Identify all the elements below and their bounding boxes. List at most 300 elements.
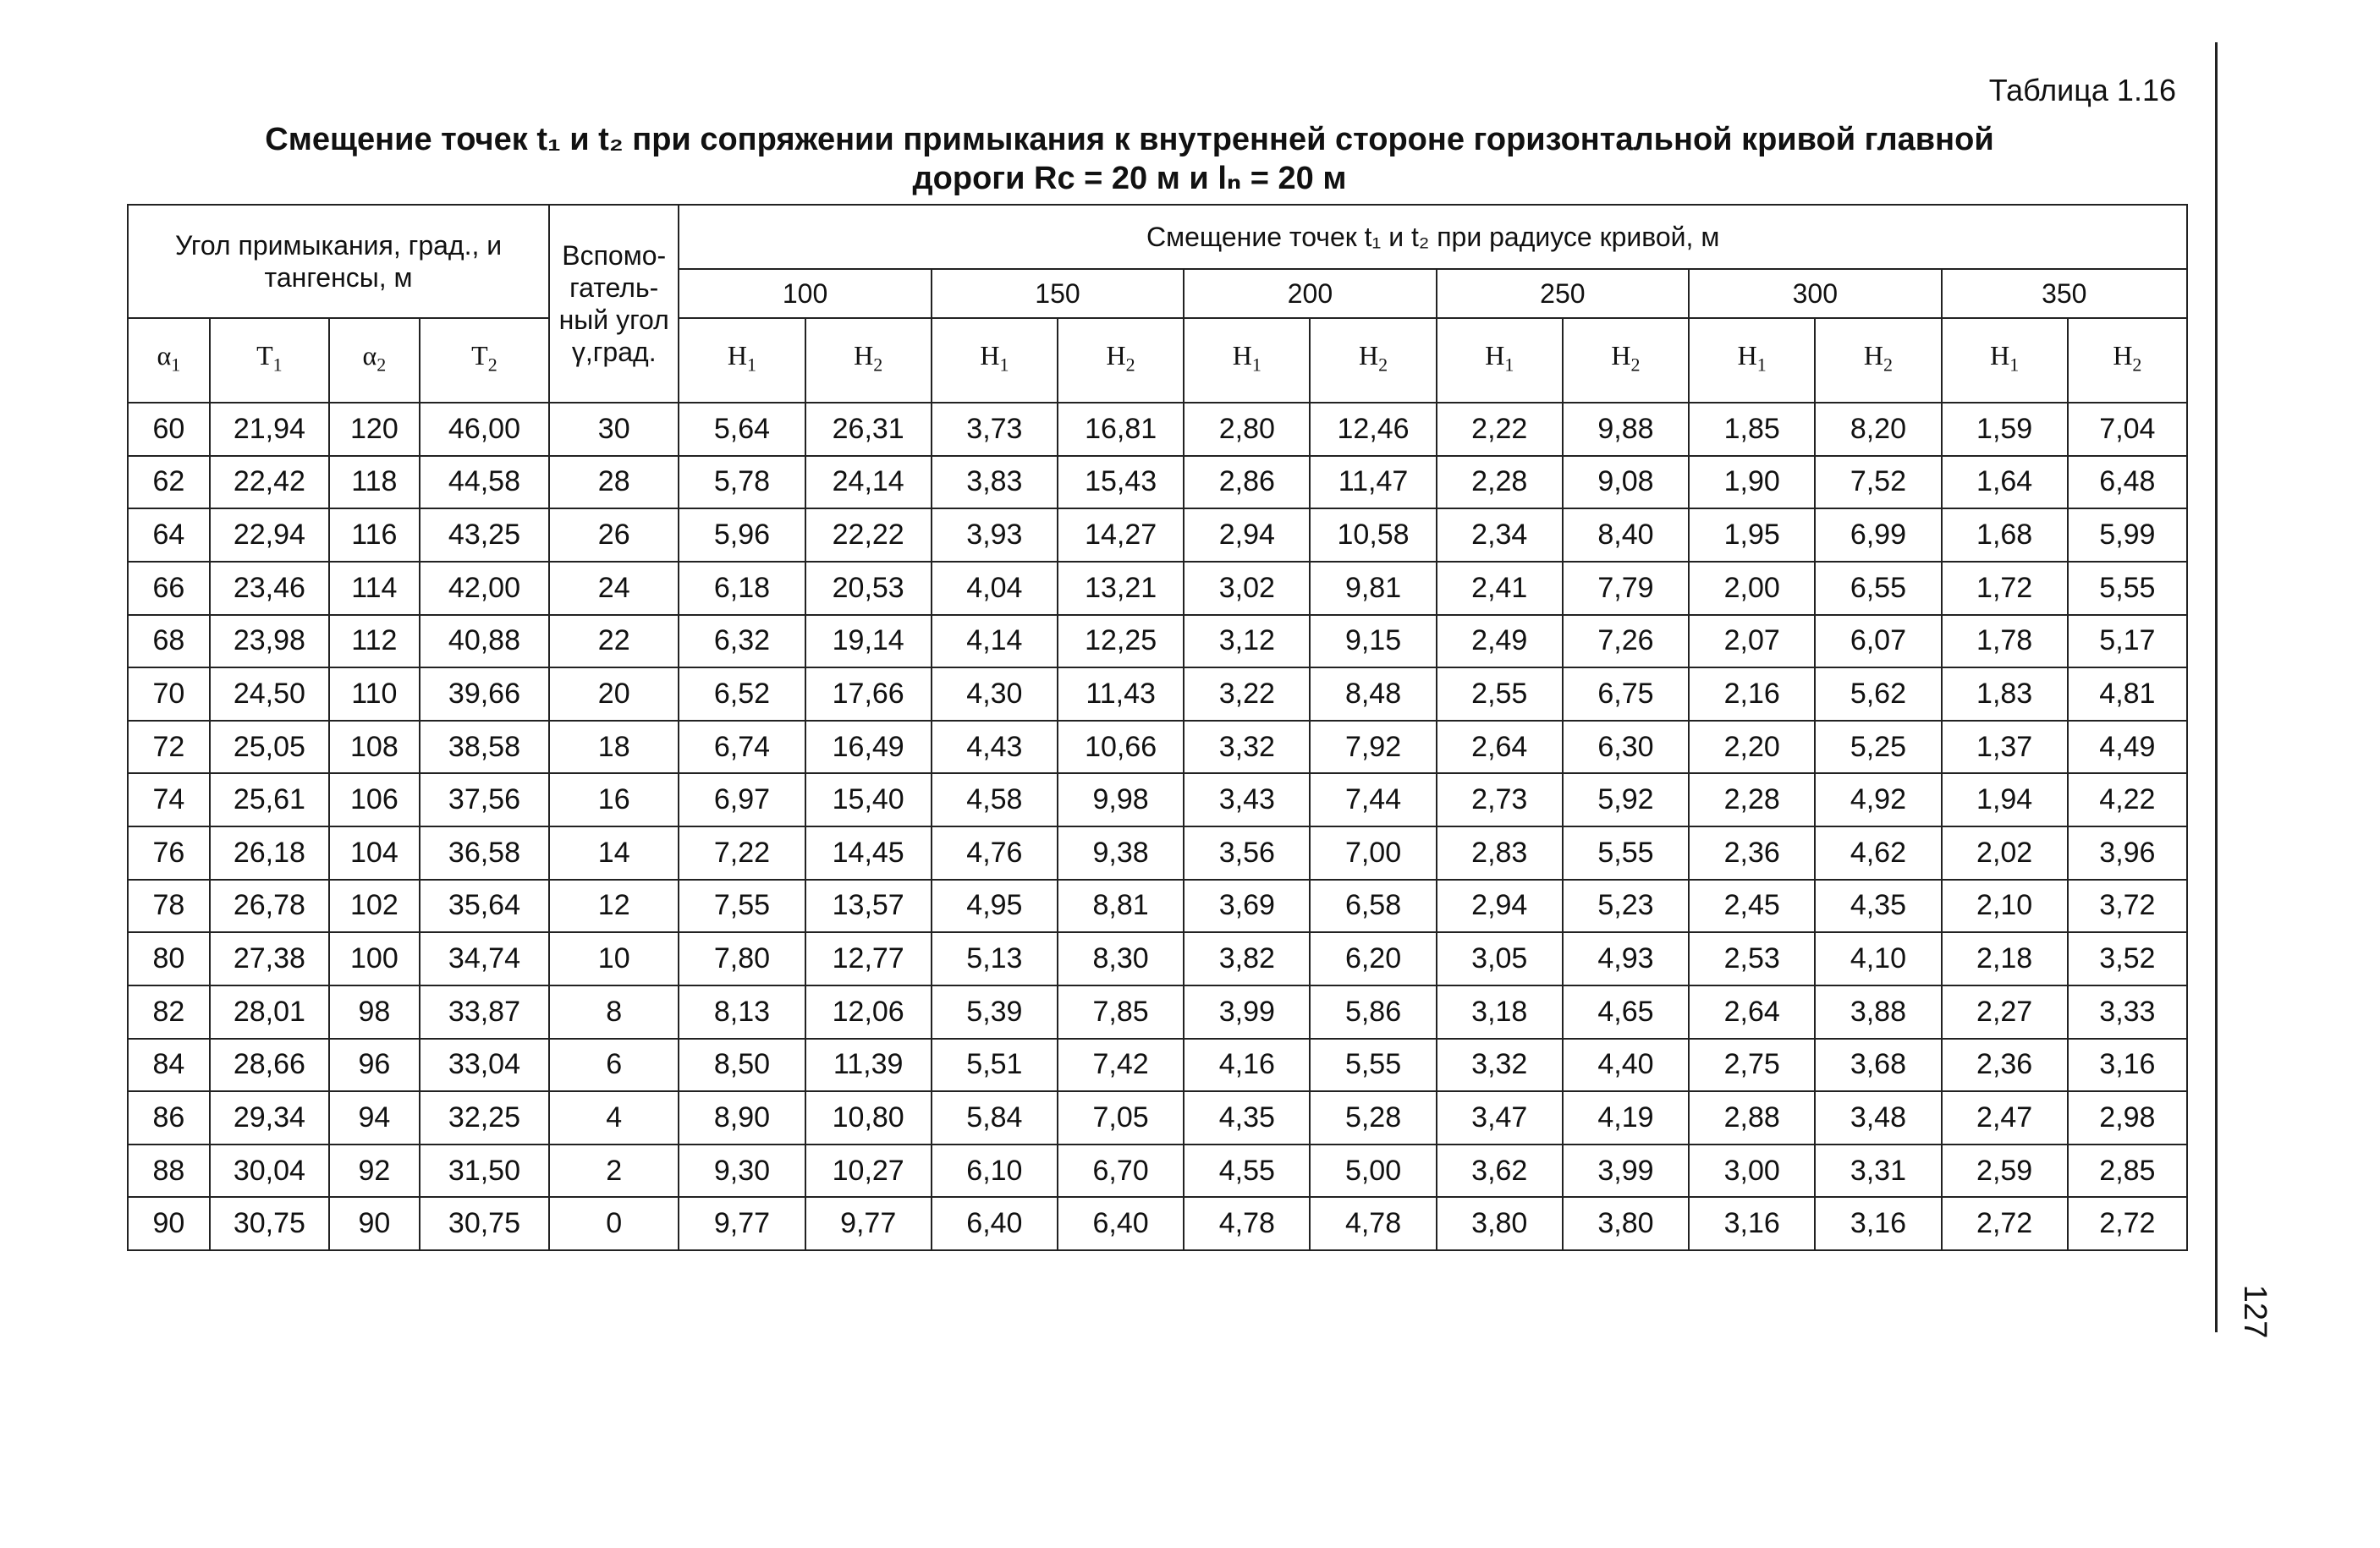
table-cell: 3,02: [1184, 562, 1310, 615]
table-cell: 0: [549, 1197, 679, 1250]
table-row: [128, 562, 2187, 615]
table-cell: 7,44: [1310, 773, 1436, 826]
table-cell: 4,30: [932, 667, 1058, 721]
table-cell: 1,78: [1942, 615, 2068, 668]
table-cell: 24: [549, 562, 679, 615]
table-cell: 4,35: [1184, 1091, 1310, 1145]
table-cell: 3,69: [1184, 880, 1310, 933]
table-cell: 92: [329, 1145, 420, 1198]
table-cell: 80: [128, 932, 210, 985]
table-cell: 2,45: [1689, 880, 1815, 933]
table-cell: 2,75: [1689, 1039, 1815, 1092]
margin-rule: [2215, 42, 2218, 1332]
table-cell: 6,75: [1563, 667, 1689, 721]
table-cell: 4,78: [1184, 1197, 1310, 1250]
table-cell: 14,45: [805, 826, 932, 880]
table-row: [128, 456, 2187, 509]
table-cell: 104: [329, 826, 420, 880]
table-cell: 4,22: [2068, 773, 2187, 826]
shift-table: [127, 204, 2188, 1251]
table-cell: 1,94: [1942, 773, 2068, 826]
table-cell: 5,84: [932, 1091, 1058, 1145]
table-row: [128, 615, 2187, 668]
table-cell: 2,20: [1689, 721, 1815, 774]
table-cell: 3,22: [1184, 667, 1310, 721]
table-cell: 1,72: [1942, 562, 2068, 615]
table-cell: 28: [549, 456, 679, 509]
table-row: [128, 826, 2187, 880]
table-cell: 4,93: [1563, 932, 1689, 985]
table-cell: 3,16: [1689, 1197, 1815, 1250]
table-cell: 2,94: [1184, 508, 1310, 562]
col-h2-r350: $H_2$: [2068, 318, 2187, 403]
table-cell: 2,41: [1437, 562, 1563, 615]
table-cell: 20,53: [805, 562, 932, 615]
table-cell: 108: [329, 721, 420, 774]
table-cell: 4,10: [1815, 932, 1941, 985]
table-cell: 114: [329, 562, 420, 615]
table-cell: 8,90: [679, 1091, 805, 1145]
table-cell: 62: [128, 456, 210, 509]
table-cell: 2,98: [2068, 1091, 2187, 1145]
table-cell: 2,36: [1689, 826, 1815, 880]
table-cell: 96: [329, 1039, 420, 1092]
table-cell: 2,64: [1437, 721, 1563, 774]
table-cell: 31,50: [420, 1145, 549, 1198]
col-h1-r100: $H_1$: [679, 318, 805, 403]
table-cell: 110: [329, 667, 420, 721]
table-cell: 2: [549, 1145, 679, 1198]
table-cell: 9,77: [805, 1197, 932, 1250]
table-cell: 4,55: [1184, 1145, 1310, 1198]
table-cell: 118: [329, 456, 420, 509]
table-cell: 6,30: [1563, 721, 1689, 774]
table-cell: 5,00: [1310, 1145, 1436, 1198]
table-cell: 5,55: [2068, 562, 2187, 615]
table-cell: 5,96: [679, 508, 805, 562]
table-cell: 2,10: [1942, 880, 2068, 933]
table-cell: 9,38: [1058, 826, 1184, 880]
table-cell: 22,42: [210, 456, 329, 509]
table-cell: 7,42: [1058, 1039, 1184, 1092]
radius-200-header: 200: [1184, 269, 1436, 318]
table-cell: 8,40: [1563, 508, 1689, 562]
table-cell: 22,22: [805, 508, 932, 562]
table-cell: 22: [549, 615, 679, 668]
table-cell: 2,34: [1437, 508, 1563, 562]
table-cell: 5,51: [932, 1039, 1058, 1092]
table-cell: 3,18: [1437, 985, 1563, 1039]
table-cell: 84: [128, 1039, 210, 1092]
col-h2-r150: $H_2$: [1058, 318, 1184, 403]
table-cell: 9,15: [1310, 615, 1436, 668]
table-cell: 15,40: [805, 773, 932, 826]
table-cell: 1,59: [1942, 403, 2068, 456]
table-cell: 30: [549, 403, 679, 456]
table-cell: 3,80: [1563, 1197, 1689, 1250]
table-cell: 5,78: [679, 456, 805, 509]
table-cell: 2,55: [1437, 667, 1563, 721]
table-cell: 7,92: [1310, 721, 1436, 774]
table-cell: 8,81: [1058, 880, 1184, 933]
table-row: [128, 508, 2187, 562]
table-cell: 13,57: [805, 880, 932, 933]
table-cell: 3,99: [1184, 985, 1310, 1039]
table-cell: 116: [329, 508, 420, 562]
table-cell: 12,06: [805, 985, 932, 1039]
table-cell: 28,01: [210, 985, 329, 1039]
table-cell: 6,18: [679, 562, 805, 615]
table-cell: 5,55: [1563, 826, 1689, 880]
table-cell: 3,73: [932, 403, 1058, 456]
table-cell: 8,50: [679, 1039, 805, 1092]
table-cell: 4: [549, 1091, 679, 1145]
table-cell: 1,85: [1689, 403, 1815, 456]
table-cell: 4,16: [1184, 1039, 1310, 1092]
table-cell: 3,52: [2068, 932, 2187, 985]
table-cell: 3,16: [1815, 1197, 1941, 1250]
table-cell: 3,48: [1815, 1091, 1941, 1145]
table-cell: 5,62: [1815, 667, 1941, 721]
angle-group-header: Угол примыкания, град., и тангенсы, м: [128, 205, 549, 318]
table-row: [128, 721, 2187, 774]
table-cell: 12: [549, 880, 679, 933]
table-cell: 3,93: [932, 508, 1058, 562]
col-h2-r250: $H_2$: [1563, 318, 1689, 403]
table-cell: 32,25: [420, 1091, 549, 1145]
table-cell: 25,61: [210, 773, 329, 826]
table-cell: 7,22: [679, 826, 805, 880]
table-cell: 4,65: [1563, 985, 1689, 1039]
table-cell: 2,72: [2068, 1197, 2187, 1250]
table-cell: 37,56: [420, 773, 549, 826]
table-row: [128, 932, 2187, 985]
table-cell: 3,33: [2068, 985, 2187, 1039]
table-cell: 5,39: [932, 985, 1058, 1039]
table-cell: 19,14: [805, 615, 932, 668]
table-cell: 3,16: [2068, 1039, 2187, 1092]
table-cell: 3,62: [1437, 1145, 1563, 1198]
table-cell: 7,55: [679, 880, 805, 933]
table-cell: 30,75: [210, 1197, 329, 1250]
table-cell: 120: [329, 403, 420, 456]
table-cell: 4,76: [932, 826, 1058, 880]
table-cell: 4,43: [932, 721, 1058, 774]
table-cell: 6,58: [1310, 880, 1436, 933]
table-cell: 7,04: [2068, 403, 2187, 456]
table-cell: 4,40: [1563, 1039, 1689, 1092]
table-cell: 98: [329, 985, 420, 1039]
table-cell: 6,52: [679, 667, 805, 721]
table-cell: 11,39: [805, 1039, 932, 1092]
radius-300-header: 300: [1689, 269, 1941, 318]
table-cell: 90: [128, 1197, 210, 1250]
table-cell: 90: [329, 1197, 420, 1250]
table-cell: 39,66: [420, 667, 549, 721]
table-cell: 2,59: [1942, 1145, 2068, 1198]
table-cell: 6,07: [1815, 615, 1941, 668]
table-cell: 33,87: [420, 985, 549, 1039]
table-cell: 2,86: [1184, 456, 1310, 509]
table-cell: 3,00: [1689, 1145, 1815, 1198]
table-cell: 102: [329, 880, 420, 933]
table-cell: 27,38: [210, 932, 329, 985]
table-cell: 10,58: [1310, 508, 1436, 562]
table-cell: 4,62: [1815, 826, 1941, 880]
table-cell: 2,18: [1942, 932, 2068, 985]
col-alpha-1: $\alpha_1$: [128, 318, 210, 403]
table-cell: 5,28: [1310, 1091, 1436, 1145]
table-cell: 2,00: [1689, 562, 1815, 615]
table-cell: 2,02: [1942, 826, 2068, 880]
table-cell: 1,95: [1689, 508, 1815, 562]
radius-100-header: 100: [679, 269, 931, 318]
table-cell: 82: [128, 985, 210, 1039]
table-cell: 4,04: [932, 562, 1058, 615]
table-cell: 10,80: [805, 1091, 932, 1145]
radius-150-header: 150: [932, 269, 1184, 318]
col-h1-r250: $H_1$: [1437, 318, 1563, 403]
table-cell: 5,99: [2068, 508, 2187, 562]
col-h1-r200: $H_1$: [1184, 318, 1310, 403]
table-cell: 2,16: [1689, 667, 1815, 721]
table-cell: 3,43: [1184, 773, 1310, 826]
col-h2-r300: $H_2$: [1815, 318, 1941, 403]
table-cell: 6,20: [1310, 932, 1436, 985]
table-cell: 16: [549, 773, 679, 826]
table-cell: 4,95: [932, 880, 1058, 933]
table-cell: 21,94: [210, 403, 329, 456]
table-cell: 26,31: [805, 403, 932, 456]
table-cell: 76: [128, 826, 210, 880]
table-cell: 3,80: [1437, 1197, 1563, 1250]
table-cell: 2,07: [1689, 615, 1815, 668]
col-h1-r300: $H_1$: [1689, 318, 1815, 403]
table-cell: 3,47: [1437, 1091, 1563, 1145]
table-cell: 3,72: [2068, 880, 2187, 933]
table-cell: 3,96: [2068, 826, 2187, 880]
col-t-2: $T_2$: [420, 318, 549, 403]
table-cell: 2,53: [1689, 932, 1815, 985]
table-cell: 5,13: [932, 932, 1058, 985]
table-cell: 13,21: [1058, 562, 1184, 615]
table-cell: 2,22: [1437, 403, 1563, 456]
table-cell: 3,32: [1437, 1039, 1563, 1092]
table-row: [128, 773, 2187, 826]
table-cell: 9,88: [1563, 403, 1689, 456]
col-h2-r100: $H_2$: [805, 318, 932, 403]
table-cell: 1,90: [1689, 456, 1815, 509]
table-cell: 34,74: [420, 932, 549, 985]
table-row: [128, 403, 2187, 456]
table-cell: 26,18: [210, 826, 329, 880]
col-h1-r150: $H_1$: [932, 318, 1058, 403]
table-cell: 28,66: [210, 1039, 329, 1092]
table-cell: 6,10: [932, 1145, 1058, 1198]
table-cell: 7,52: [1815, 456, 1941, 509]
table-cell: 44,58: [420, 456, 549, 509]
table-row: [128, 1091, 2187, 1145]
table-cell: 88: [128, 1145, 210, 1198]
table-cell: 12,46: [1310, 403, 1436, 456]
table-cell: 30,04: [210, 1145, 329, 1198]
table-cell: 3,05: [1437, 932, 1563, 985]
table-cell: 5,23: [1563, 880, 1689, 933]
table-cell: 3,88: [1815, 985, 1941, 1039]
table-cell: 5,17: [2068, 615, 2187, 668]
table-cell: 70: [128, 667, 210, 721]
table-cell: 5,92: [1563, 773, 1689, 826]
table-cell: 4,92: [1815, 773, 1941, 826]
table-cell: 18: [549, 721, 679, 774]
table-cell: 26: [549, 508, 679, 562]
table-cell: 11,47: [1310, 456, 1436, 509]
table-cell: 4,78: [1310, 1197, 1436, 1250]
table-cell: 1,68: [1942, 508, 2068, 562]
table-cell: 2,49: [1437, 615, 1563, 668]
table-cell: 6,97: [679, 773, 805, 826]
table-cell: 2,28: [1437, 456, 1563, 509]
table-cell: 4,58: [932, 773, 1058, 826]
table-cell: 6,99: [1815, 508, 1941, 562]
table-row: [128, 1145, 2187, 1198]
table-cell: 20: [549, 667, 679, 721]
table-cell: 3,68: [1815, 1039, 1941, 1092]
table-cell: 86: [128, 1091, 210, 1145]
table-cell: 2,83: [1437, 826, 1563, 880]
table-cell: 3,99: [1563, 1145, 1689, 1198]
table-cell: 68: [128, 615, 210, 668]
table-cell: 112: [329, 615, 420, 668]
table-cell: 5,55: [1310, 1039, 1436, 1092]
table-cell: 8,30: [1058, 932, 1184, 985]
table-cell: 43,25: [420, 508, 549, 562]
table-cell: 10: [549, 932, 679, 985]
table-cell: 7,85: [1058, 985, 1184, 1039]
table-cell: 10,27: [805, 1145, 932, 1198]
table-row: [128, 985, 2187, 1039]
table-cell: 29,34: [210, 1091, 329, 1145]
table-cell: 4,81: [2068, 667, 2187, 721]
col-h1-r350: $H_1$: [1942, 318, 2068, 403]
table-cell: 23,98: [210, 615, 329, 668]
table-cell: 4,35: [1815, 880, 1941, 933]
radius-250-header: 250: [1437, 269, 1689, 318]
table-cell: 7,26: [1563, 615, 1689, 668]
table-cell: 6,55: [1815, 562, 1941, 615]
table-cell: 6,70: [1058, 1145, 1184, 1198]
table-row: [128, 1197, 2187, 1250]
table-cell: 72: [128, 721, 210, 774]
table-cell: 8,20: [1815, 403, 1941, 456]
shift-group-header: Смещение точек t₁ и t₂ при радиусе кривой, м: [679, 205, 2187, 269]
table-cell: 11,43: [1058, 667, 1184, 721]
table-cell: 7,79: [1563, 562, 1689, 615]
table-cell: 2,94: [1437, 880, 1563, 933]
table-cell: 25,05: [210, 721, 329, 774]
table-cell: 6,40: [932, 1197, 1058, 1250]
table-cell: 74: [128, 773, 210, 826]
table-cell: 22,94: [210, 508, 329, 562]
table-cell: 16,49: [805, 721, 932, 774]
table-cell: 12,25: [1058, 615, 1184, 668]
table-cell: 4,19: [1563, 1091, 1689, 1145]
col-alpha-2: $\alpha_2$: [329, 318, 420, 403]
table-cell: 2,80: [1184, 403, 1310, 456]
table-body: [128, 403, 2187, 1250]
table-cell: 12,77: [805, 932, 932, 985]
table-cell: 46,00: [420, 403, 549, 456]
table-cell: 24,14: [805, 456, 932, 509]
table-cell: 94: [329, 1091, 420, 1145]
table-cell: 36,58: [420, 826, 549, 880]
table-cell: 3,56: [1184, 826, 1310, 880]
table-cell: 5,25: [1815, 721, 1941, 774]
table-cell: 2,85: [2068, 1145, 2187, 1198]
table-row: [128, 880, 2187, 933]
table-title: [212, 120, 2047, 198]
table-cell: 4,49: [2068, 721, 2187, 774]
table-cell: 9,81: [1310, 562, 1436, 615]
radius-350-header: 350: [1942, 269, 2187, 318]
table-cell: 23,46: [210, 562, 329, 615]
table-cell: 3,32: [1184, 721, 1310, 774]
col-h2-r200: $H_2$: [1310, 318, 1436, 403]
table-cell: 2,27: [1942, 985, 2068, 1039]
table-cell: 40,88: [420, 615, 549, 668]
table-cell: 33,04: [420, 1039, 549, 1092]
table-cell: 9,08: [1563, 456, 1689, 509]
table-cell: 14: [549, 826, 679, 880]
table-row: [128, 667, 2187, 721]
table-cell: 5,86: [1310, 985, 1436, 1039]
page-number: 127: [2237, 1284, 2273, 1338]
table-cell: 26,78: [210, 880, 329, 933]
table-cell: 60: [128, 403, 210, 456]
table-cell: 3,82: [1184, 932, 1310, 985]
aux-angle-header: [549, 205, 679, 403]
table-cell: 6,32: [679, 615, 805, 668]
table-cell: 14,27: [1058, 508, 1184, 562]
table-cell: 6,40: [1058, 1197, 1184, 1250]
table-cell: 17,66: [805, 667, 932, 721]
table-cell: 106: [329, 773, 420, 826]
table-cell: 24,50: [210, 667, 329, 721]
table-cell: 2,88: [1689, 1091, 1815, 1145]
table-cell: 2,47: [1942, 1091, 2068, 1145]
table-cell: 10,66: [1058, 721, 1184, 774]
table-cell: 9,77: [679, 1197, 805, 1250]
table-number: Таблица 1.16: [1988, 73, 2176, 107]
table-cell: 1,83: [1942, 667, 2068, 721]
table-cell: 42,00: [420, 562, 549, 615]
table-cell: 8,48: [1310, 667, 1436, 721]
table-cell: 4,14: [932, 615, 1058, 668]
table-cell: 2,28: [1689, 773, 1815, 826]
table-cell: 9,98: [1058, 773, 1184, 826]
table-cell: 38,58: [420, 721, 549, 774]
table-cell: 5,64: [679, 403, 805, 456]
table-cell: 1,37: [1942, 721, 2068, 774]
table-cell: 64: [128, 508, 210, 562]
table-cell: 2,64: [1689, 985, 1815, 1039]
table-cell: 15,43: [1058, 456, 1184, 509]
table-cell: 3,83: [932, 456, 1058, 509]
col-t-1: $T_1$: [210, 318, 329, 403]
table-cell: 2,72: [1942, 1197, 2068, 1250]
table-cell: 16,81: [1058, 403, 1184, 456]
table-cell: 7,80: [679, 932, 805, 985]
